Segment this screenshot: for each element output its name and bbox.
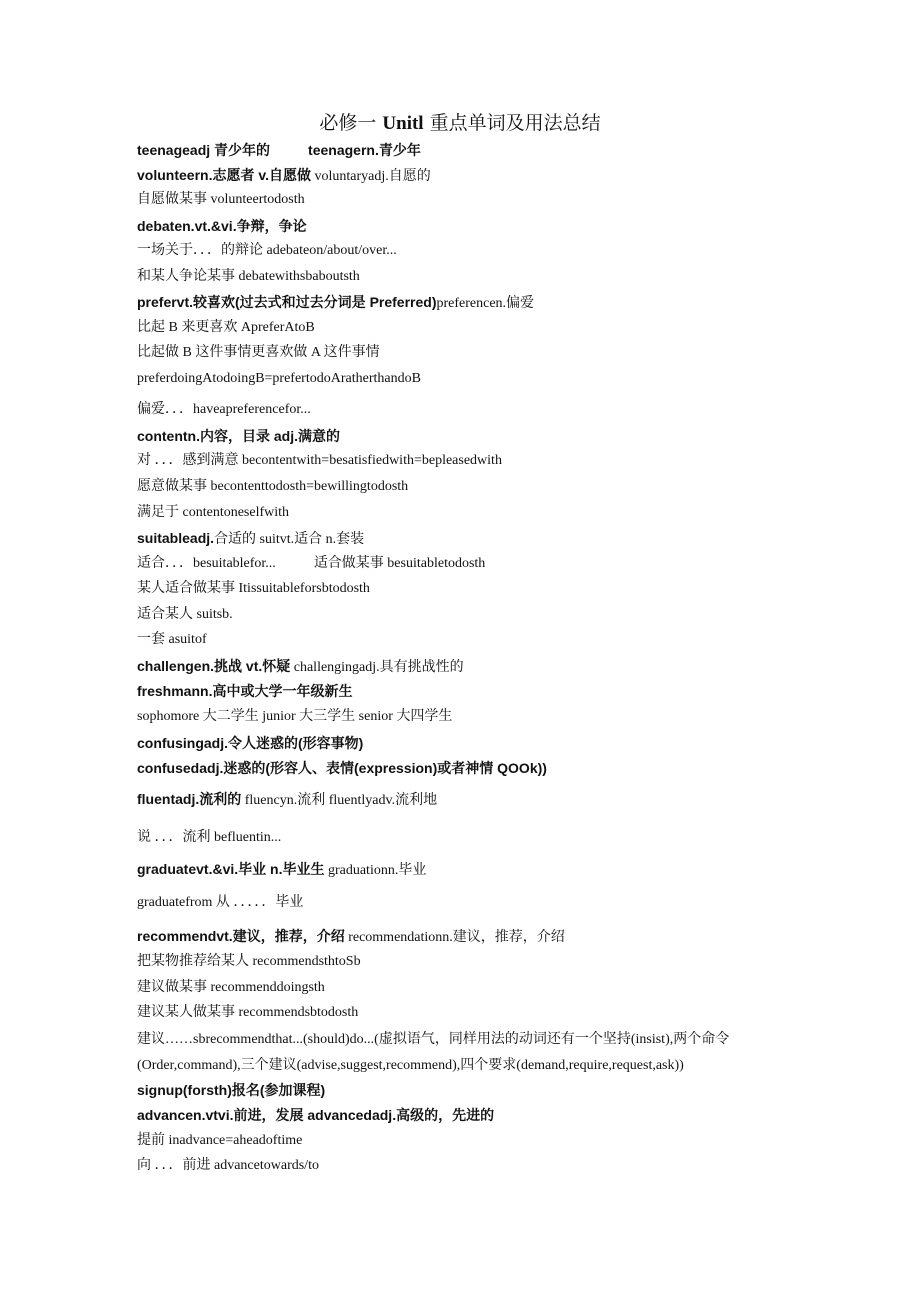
entry-bold: suitableadj. [137,530,215,546]
entry-line: graduatefrom 从 ．．．．．毕业 [137,895,304,910]
entry-line: confusedadj.迷惑的(形容人、表情(expression)或者神情 QOOk)) [137,760,547,776]
title-prefix: 必修一 [319,112,383,134]
entry-line: 对 ．．．感到满意 becontentwith=besatisfiedwith=bepleasedwith [137,453,502,468]
entry-text: graduationn.毕业 [327,863,427,878]
entry-line [137,527,797,551]
entry-line: sophomore 大二学生 junior 大三学生 senior 大四学生 [137,709,453,724]
entry-line: 适合某人 suitsb. [137,607,233,622]
entry-line: contentn.内容，目录 adj.满意的 [137,428,340,444]
entry-line: 愿意做某事 becontenttodosth=bewillingtodosth [137,479,409,494]
entry-line [137,925,797,949]
entry-bold: fluentadj.流利的 [137,791,242,807]
entry-line [137,788,797,812]
entry-line: 一场关于．．．的辩论 adebateon/about/over... [137,243,397,258]
entry-line: 自愿做某事 volunteertodosth [137,192,305,207]
entry-line: freshmann.高中或大学一年级新生 [137,683,353,699]
entry-bold: prefervt.较喜欢(过去式和过去分词是 Preferred) [137,294,437,310]
entry-line: advancen.vtvi.前进，发展 advancedadj.高级的，先进的 [137,1107,495,1123]
entry-line: signup(forsth)报名(参加课程) [137,1082,326,1098]
entry-bold: teenageadj 青少年的 [137,142,271,158]
entry-bold: volunteern.志愿者 v.自愿做 [137,167,311,183]
entry-text: preferencen.偏爱 [436,296,535,311]
entry-line: 说 ．．．流利 befluentin... [137,830,282,845]
entry-line: 建议做某事 recommenddoingsth [137,980,325,995]
entry-line: confusingadj.令人迷惑的(形容事物) [137,735,364,751]
entry-bold: graduatevt.&vi.毕业 n.毕业生 [137,861,325,877]
entry-text: fluencyn.流利 fluentlyadv.流利地 [244,793,438,808]
title-unit: Unitl [382,113,424,134]
entry-line: 提前 inadvance=aheadoftime [137,1133,303,1148]
entry-text: 合适的 suitvt.适合 n.套装 [214,532,365,547]
entry-line: 和某人争论某事 debatewithsbaboutsth [137,269,360,284]
entry-text: challengingadj.具有挑战性的 [293,660,464,675]
entry-line: 比起 B 来更喜欢 ApreferAtoB [137,320,315,335]
entry-line [137,291,797,315]
entry-line: 一套 asuitof [137,632,207,647]
entry-line: 把某物推荐给某人 recommendsthtoSb [137,954,361,969]
document-title [0,110,920,137]
entry-line: debaten.vt.&vi.争辩，争论 [137,218,307,234]
entry-bold: recommendvt.建议，推荐，介绍 [137,928,345,944]
entry-text: voluntaryadj.自愿的 [314,169,431,184]
entry-text: 适合．．．besuitablefor... [137,556,276,571]
entry-line: 建议某人做某事 recommendsbtodosth [137,1005,359,1020]
entry-line [137,655,797,679]
entry-line [137,139,797,163]
entry-line: 比起做 B 这件事情更喜欢做 A 这件事情 [137,345,380,360]
entry-line: 满足于 contentoneselfwith [137,505,290,520]
entry-line [137,553,797,575]
entry-bold: challengen.挑战 vt.怀疑 [137,658,291,674]
entry-line: 某人适合做某事 Itissuitableforsbtodosth [137,581,370,596]
entry-text-2: 适合做某事 besuitabletodosth [313,556,486,571]
entry-line: 偏爱．．．haveapreferencefor... [137,402,311,417]
entry-line: 向 ．．．前进 advancetowards/to [137,1158,319,1173]
entry-bold-2: teenagern.青少年 [308,142,421,158]
entry-text: recommendationn.建议，推荐，介绍 [348,930,565,945]
entry-line-wrapped: 建议……sbrecommendthat...(should)do...(虚拟语气，同样用法的动词还有一个坚持(insist),两个命令(Order,command),三个建议(advise,suggest,recommend),四个要求(demand,require,request,ask)) [137,1032,730,1073]
entry-line [137,858,797,882]
entry-line [137,164,797,188]
entry-line: preferdoingAtodoingB=prefertodoAratherthandoB [137,371,421,386]
title-suffix: 重点单词及用法总结 [423,112,601,134]
